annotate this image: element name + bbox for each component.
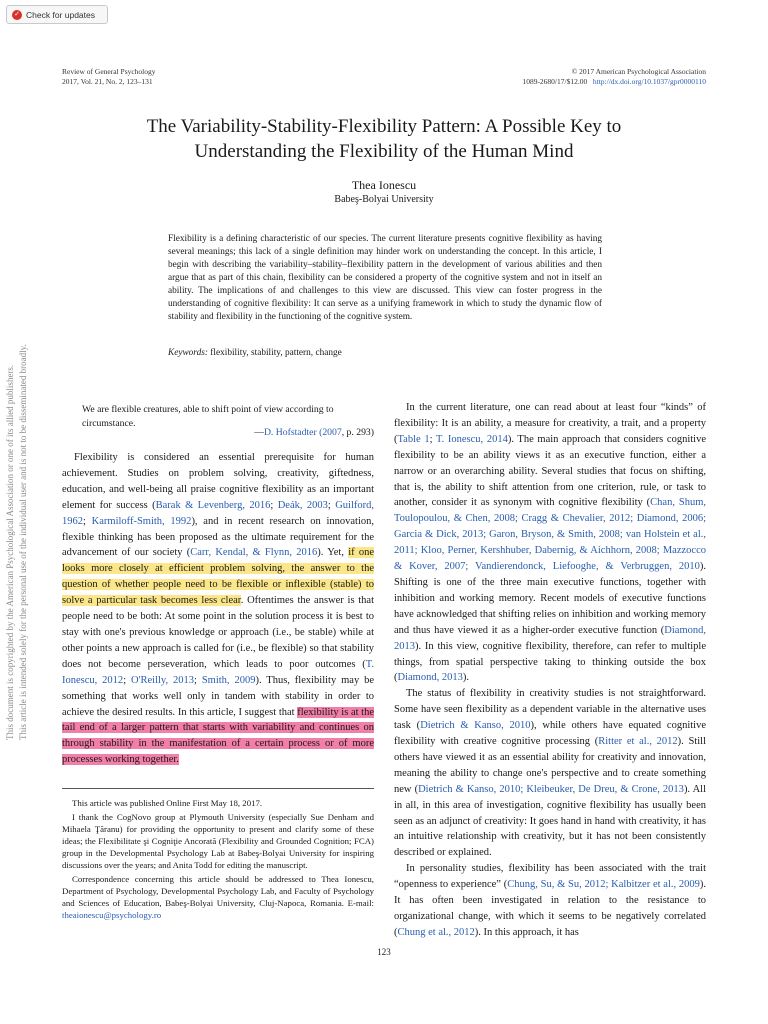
creativity-paragraph bbox=[394, 686, 706, 861]
check-updates-label: Check for updates bbox=[26, 9, 95, 20]
text-run: ). All in all, in this area of investigation, cognitive flexibility has usually been seen as an adjunct of creativity: It goes hand in hand with creativity, it has an intuitive relationship with creativity, but it has not been consistently described or explained. bbox=[394, 783, 706, 859]
article-title: The Variability-Stability-Flexibility Pattern: A Possible Key to Understanding the Flexibility of the Human Mind bbox=[146, 116, 622, 162]
text-run: ). In this approach, it has bbox=[474, 926, 579, 938]
footnote-acknowledgments: I thank the CogNovo group at Plymouth University (especially Sue Denham and Mihaela Ţăranu) for providing the opportunity to present and clarify some of these ideas; the Flexibilitate şi Cogniţie Ancorată (Flexibility and Grounded Cognition; FCA) group in the Developmental Psychology Lab at Babeş-Bolyai University for inspiring discussions over the years; and Anita Todd for editing the manuscript. bbox=[62, 812, 374, 870]
issn-price: 1089-2680/17/$12.00 bbox=[522, 77, 588, 86]
citation-link[interactable]: O'Reilly, 2013 bbox=[131, 674, 194, 686]
keywords-text: flexibility, stability, pattern, change bbox=[210, 348, 342, 358]
text-run: ; bbox=[270, 499, 278, 511]
text-run: ; bbox=[194, 674, 202, 686]
attribution-prefix: — bbox=[254, 427, 264, 438]
copyright-side-note bbox=[4, 340, 34, 740]
text-run: . Oftentimes the answer is that people need to be both: At some point in the solution process it is best to stay with one's previous knowledge or approach (i.e., be stable) while at other points a new approach is called for (i.e., be flexible) so that stability does not become perseveration, which leads to poor outcomes ( bbox=[62, 595, 375, 670]
text-run: ). In this view, cognitive flexibility, therefore, can refer to multiple things, from spatial perspective taking to thinking outside the box ( bbox=[394, 640, 706, 684]
citation-link[interactable]: Deák, 2003 bbox=[277, 499, 328, 511]
citation-link[interactable]: T. Ionescu, 2012 bbox=[62, 658, 374, 686]
footnote-correspondence bbox=[62, 873, 374, 921]
text-run: ; bbox=[83, 515, 92, 527]
text-run: ). bbox=[462, 672, 469, 684]
kinds-of-flexibility-paragraph bbox=[394, 400, 706, 686]
yellow-highlight[interactable]: if one looks more closely at efficient problem solving, the answer to the question of whether people need to be flexible or inflexible (stable) to solve a particular task becomes less clear bbox=[62, 547, 375, 607]
citation-link[interactable]: Diamond, 2013 bbox=[394, 624, 706, 652]
citation-link[interactable]: Chung et al., 2012 bbox=[397, 926, 475, 938]
citation-link[interactable]: Chan, Shum, Toulopoulou, & Chen, 2008; Cragg & Chevalier, 2012; Diamond, 2006; Garcia & Dick, 2013; Garon, Bryson, & Smith, 2008; van Holstein et al., 2011; Kloo, Perner, Kershhuber, Dabernig, & Aichhorn, 2008; Mazzocco & Kover, 2007; Vandierendonck, Liefooghe, & Verbruggen, 2010 bbox=[394, 497, 706, 573]
keywords-label: Keywords: bbox=[168, 348, 208, 358]
citation-link[interactable]: Chung, Su, & Su, 2012; Kalbitzer et al., 2009 bbox=[507, 879, 700, 891]
text-run: In personality studies, flexibility has been associated with the trait “openness to experience” ( bbox=[394, 863, 706, 891]
citation-link[interactable]: Guilford, 1962 bbox=[62, 499, 374, 527]
text-run: ). Thus, flexibility may be something that works well only in tandem with stability in order to achieve the desired results. In this article, I suggest that bbox=[62, 674, 375, 718]
citation-link[interactable]: T. Ionescu, 2014 bbox=[435, 433, 508, 445]
right-column-body bbox=[394, 400, 706, 941]
text-run: Correspondence concerning this article should be addressed to Thea Ionescu, Department of Psychology, Developmental Psychology Lab, and Faculty of Psychology and Sciences of Education, Babeş-Bolyai University, Cluj-Napoca, Romania. E-mail: bbox=[62, 874, 374, 908]
attribution-link[interactable]: D. Hofstadter (2007 bbox=[263, 427, 342, 438]
footnotes bbox=[62, 797, 374, 923]
text-run: ). Still others have viewed it as an essential ability for creativity and innovation, meaning the ability to change one's perspective and to create something new ( bbox=[394, 736, 706, 795]
personality-paragraph bbox=[394, 861, 706, 941]
side-note-line-1: This document is copyrighted by the American Psychological Association or one of its allied publishers. bbox=[5, 364, 15, 740]
epigraph-quote: We are flexible creatures, able to shift point of view according to circumstance. bbox=[82, 404, 334, 429]
text-run: Flexibility is considered an essential prerequisite for human achievement. Studies on problem solving, creativity, giftedness, education, and well-being all praise cognitive flexibility as an important element for success ( bbox=[62, 452, 374, 511]
text-run: ), while others have equated cognitive flexibility with creative cognitive processing ( bbox=[394, 720, 706, 748]
text-run: ). Yet, bbox=[317, 547, 349, 559]
text-run: In the current literature, one can read about at least four “kinds” of flexibility: It is an ability, a measure for creativity, a trait, and a property ( bbox=[394, 402, 706, 445]
attribution-suffix: , p. 293) bbox=[341, 427, 374, 438]
pink-highlight[interactable]: flexibility is at the tail end of a larger pattern that starts with variability and continues on through stability in the manifestation of a certain process or of more processes working together. bbox=[62, 706, 374, 766]
page-number: 123 bbox=[377, 947, 391, 957]
check-for-updates-button[interactable] bbox=[6, 5, 108, 24]
journal-header-left bbox=[62, 67, 156, 87]
citation-link[interactable]: Dietrich & Kanso, 2010 bbox=[420, 720, 531, 732]
doi-link[interactable]: http://dx.doi.org/10.1037/gpr0000110 bbox=[592, 77, 706, 86]
text-run: ). Shifting is one of the three main executive functions, together with inhibition and working memory. Recent models of executive functions have acknowledged that shifting relies on inhibition and working memory and thus have viewed it as a higher-order executive function ( bbox=[394, 561, 706, 636]
email-link[interactable]: theaionescu@psychology.ro bbox=[62, 910, 162, 920]
citation-link[interactable]: Karmiloff-Smith, 1992 bbox=[91, 515, 192, 527]
intro-paragraph bbox=[62, 450, 374, 768]
text-run: ). The main approach that considers cognitive flexibility to be an ability views it as an executive function, either a narrow or an overarching ability. Several studies that focus on shifting, that is, the ability to shift attention from one criterion, rule, or task to another, consider it as synonym with cognitive flexibility ( bbox=[394, 433, 706, 509]
abstract: Flexibility is a defining characteristic of our species. The current literature presents cognitive flexibility as having several meanings; this lack of a single definition may hinder work on understanding the concept. In this article, I begin with describing the variability–stability–flexibility pattern in the development of various abilities and then argue that as part of this chain, flexibility can be considered a property of the cognitive system and not in itself an ability. The implications of and challenges to this view are discussed. This view can foster progress in the understanding of cognitive flexibility: It can serve as a unifying framework in which to study the dynamic flow of stability and flexibility in the functioning of the cognitive system. bbox=[168, 234, 602, 322]
text-run: ; bbox=[123, 674, 132, 686]
journal-header-right bbox=[522, 67, 706, 87]
citation-link[interactable]: Barak & Levenberg, 2016 bbox=[155, 499, 271, 511]
citation-link[interactable]: Smith, 2009 bbox=[201, 674, 256, 686]
epigraph-attribution bbox=[254, 427, 374, 438]
footnote-published: This article was published Online First May 18, 2017. bbox=[72, 798, 263, 808]
citation-link[interactable]: Ritter et al., 2012 bbox=[598, 736, 678, 748]
text-run: ), and in recent research on innovation, flexible thinking has been proposed as the ultimate requirement for the advancement of our society ( bbox=[62, 515, 375, 559]
footnote-divider bbox=[62, 788, 374, 789]
table-link[interactable]: Table 1 bbox=[397, 433, 430, 445]
copyright-line: © 2017 American Psychological Association bbox=[571, 67, 706, 76]
citation-link[interactable]: Carr, Kendal, & Flynn, 2016 bbox=[190, 547, 318, 559]
text-run: ). It has often been investigated in relation to the resistance to organizational change, with which it seems to be negatively correlated ( bbox=[394, 879, 706, 938]
keywords bbox=[168, 348, 342, 358]
issn-doi-line bbox=[522, 77, 706, 87]
volume-pages: 2017, Vol. 21, No. 2, 123–131 bbox=[62, 77, 153, 86]
author-name: Thea Ionescu bbox=[351, 178, 417, 192]
text-run: The status of flexibility in creativity studies is not straightforward. Some have seen flexibility as a dependent variable in the alternative uses task ( bbox=[394, 688, 706, 732]
crossmark-icon: ✓ bbox=[12, 10, 22, 20]
text-run: ; bbox=[327, 499, 336, 511]
journal-name: Review of General Psychology bbox=[62, 67, 156, 76]
citation-link[interactable]: Diamond, 2013 bbox=[397, 672, 463, 684]
author-affiliation: Babeş-Bolyai University bbox=[334, 194, 434, 205]
text-run: ; bbox=[429, 433, 436, 445]
citation-link[interactable]: Dietrich & Kanso, 2010; Kleibeuker, De Dreu, & Crone, 2013 bbox=[418, 783, 684, 795]
left-column-body bbox=[62, 450, 374, 768]
side-note-line-2: This article is intended solely for the personal use of the individual user and is not to be disseminated broadly. bbox=[18, 344, 28, 740]
